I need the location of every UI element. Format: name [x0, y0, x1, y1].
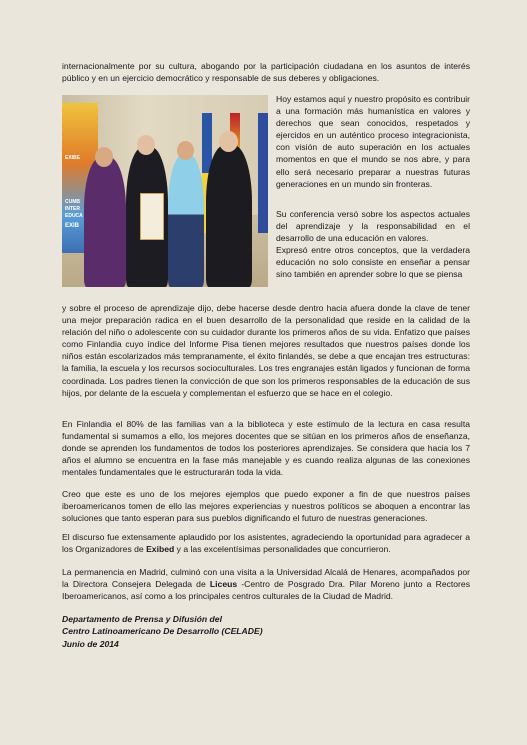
stay-paragraph: La permanencia en Madrid, culminó con una visita a la Universidad Alcalá de Henares, acompañados por la Directora Consejera Delegada de Liceus -Centro de Posgrado Dra. Pilar Moreno junto a Rectores Iberoamericanos, así como a los principales centros culturales de la Ciudad de Madrid.: [62, 567, 470, 602]
signature-block: [62, 613, 470, 650]
example-paragraph: Creo que este es uno de los mejores ejemplos que puedo exponer a fin de que nuestros países iberoamericanos tomen de ello las mejores experiencias y nuestros políticos se aboquen a encontrar las soluciones que tanto esperan para sus pueblos dignificando el futuro de nuestras generaciones.: [62, 489, 470, 524]
event-banner: EXIBE CUMB INTER EDUCA EXIB: [62, 103, 98, 253]
exibed-name: Exibed: [146, 544, 175, 555]
event-photo: [62, 95, 268, 287]
right-column-paragraph-3: Expresó entre otros conceptos, que la verdadera educación no solo consiste en enseñar a pensar sino también en aprender sobre lo que se piensa: [276, 245, 470, 280]
signature-department: Departamento de Prensa y Difusión del: [62, 614, 222, 624]
right-column-paragraph-1: Hoy estamos aquí y nuestro propósito es contribuir a una formación más humanística en valores y derechos que sean conocidos, respetados y ejercidos en un auténtico proceso integracionista, con visión de auto superación en los actuales momentos en que el mundo se nos abre, y para ello será necesario preparar a nuestras futuras generaciones en un mundo sin fronteras.: [276, 94, 470, 189]
right-column-paragraph-2: Su conferencia versó sobre los aspectos actuales del aprendizaje y la responsabilidad en el desarrollo de una educación en valores.: [276, 209, 470, 244]
signature-organization: Centro Latinoamericano De Desarrollo (CELADE): [62, 626, 263, 637]
main-paragraph: y sobre el proceso de aprendizaje dijo, debe hacerse desde dentro hacia afuera donde la clave de tener una mejor preparación radica en el buen desarrollo de la personalidad que reside en la calidad de la relación del niño o adolescente con su cuidador durante los primeros años de su vida. Enfatizo que países como Finlandia cuyo índice del Informe Pisa tienen mejores resultados que nuestros países donde los niños están escolarizados más tempranamente, el éxito finlandés, se debe a que encajan tres estructuras: la familia, la escuela y los recursos socioculturales. Los tres engranajes están ligados y funcionan de forma coordinada. Los padres tienen la convicción de que son los primeros responsables de la educación de sus hijos, por delante de la escuela y complementan el esfuerzo que se hace en el colegio.: [62, 303, 470, 398]
top-paragraph: internacionalmente por su cultura, abogando por la participación ciudadana en los asuntos de interés público y en un ejercicio democrático y responsable de sus deberes y obligaciones.: [62, 61, 470, 84]
applause-paragraph: El discurso fue extensamente aplaudido por los asistentes, agradeciendo la oportunidad para agradecer a los Organizadores de Exibed y a las excelentísimas personalidades que concurrieron.: [62, 532, 470, 555]
signature-date: Junio de 2014: [62, 638, 119, 649]
liceus-name: Liceus: [209, 579, 238, 590]
finland-paragraph: En Finlandia el 80% de las familias van a la biblioteca y este estímulo de la lectura en casa resulta fundamental si sumamos a ello, los mejores docentes que se sitúan en los primeros años de enseñanza, donde se aprenden los fundamentos de todos los posteriores aprendizajes. Se considera que hacia los 7 años el alumno se encuentra en la fase más manejable y es cuando realiza algunas de las conexiones mentales fundamentales que le estructurarán toda la vida.: [62, 419, 470, 478]
